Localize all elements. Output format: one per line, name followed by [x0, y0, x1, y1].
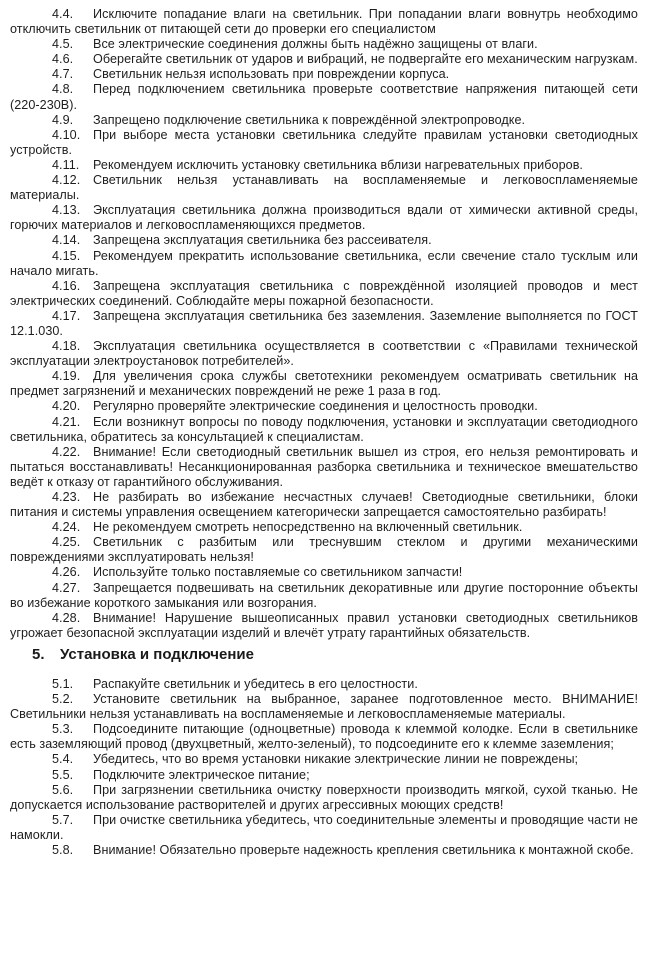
clause-number: 4.4. [52, 7, 74, 21]
clause-5-4 [10, 752, 638, 767]
clause-text: При выборе места установки светильника следуйте правилам установки светодиодных устройств. [10, 127, 638, 157]
clause-text: Исключите попадание влаги на светильник. При попадании влаги вовнутрь необходимо отключить светильник от питающей сети до проверки его специалистом [10, 7, 638, 37]
clause-number: 4.19. [52, 369, 81, 384]
clause-4-26 [10, 565, 638, 580]
clause-text: При загрязнении светильника очистку поверхности производить мягкой, сухой тканью. Не допускается использование растворителей и других агрессивных моющих средств! [10, 782, 638, 812]
clause-4-25 [10, 535, 638, 565]
section-5-number: 5. [32, 645, 45, 663]
clause-text: Запрещается подвешивать на светильник декоративные или другие посторонние объекты во избежание короткого замыкания или возгорания. [10, 580, 638, 610]
clause-5-2 [10, 692, 638, 722]
clause-4-19 [10, 369, 638, 399]
clause-text: Если возникнут вопросы по поводу подключения, установки и эксплуатации светодиодного светильника, обратитесь за консультацией к специалистам. [10, 414, 638, 444]
clause-5-3 [10, 722, 638, 752]
clause-number: 4.28. [52, 610, 81, 625]
clause-4-18 [10, 339, 638, 369]
clause-text: Распакуйте светильник и убедитесь в его целостности. [93, 676, 418, 691]
clause-text: Запрещена эксплуатация светильника с повреждённой изоляцией проводов и мест электрических соединений. Соблюдайте меры пожарной безопасности. [10, 278, 638, 308]
clause-number: 5.4. [52, 752, 74, 767]
clause-4-28 [10, 611, 638, 641]
clause-text: Запрещена эксплуатация светильника без рассеивателя. [93, 233, 432, 248]
clause-number: 5.1. [52, 676, 74, 691]
section-5-heading [32, 645, 638, 665]
clause-text: Рекомендуем исключить установку светильника вблизи нагревательных приборов. [93, 157, 583, 172]
clause-number: 5.2. [52, 692, 74, 707]
clause-4-22 [10, 445, 638, 490]
clause-number: 4.16. [52, 278, 81, 293]
clause-4-8 [10, 82, 638, 112]
clause-text: Убедитесь, что во время установки никакие электрические линии не повреждены; [93, 752, 579, 767]
clause-number: 4.23. [52, 490, 81, 504]
clause-number: 4.9. [52, 112, 74, 127]
section-5-title: Установка и подключение [60, 645, 254, 663]
clause-4-14 [10, 233, 638, 248]
clause-number: 5.5. [52, 767, 74, 782]
clause-number: 5.7. [52, 812, 74, 827]
clause-text: Рекомендуем прекратить использование светильника, если свечение стало тусклым или начало мигать. [10, 248, 638, 278]
clause-text: Подсоедините питающие (одноцветные) провода к клеммой колодке. Если в светильнике есть заземляющий провод (двухцветный, желто-зеленый), то подсоедините его к клемме заземления; [10, 722, 638, 752]
clause-text: Запрещено подключение светильника к повреждённой электропроводке. [93, 112, 526, 127]
clause-text: Не рекомендуем смотреть непосредственно на включенный светильник. [93, 520, 523, 535]
clause-number: 4.25. [52, 535, 81, 550]
clause-4-13 [10, 203, 638, 233]
clause-text: Установите светильник на выбранное, заранее подготовленное место. ВНИМАНИЕ! Светильники нельзя устанавливать на воспламеняемые и легковоспламеняемые материалы. [10, 692, 638, 722]
clause-text: Не разбирать во избежание несчастных случаев! Светодиодные светильники, блоки питания и системы управления освещением категорически запрещается самостоятельно разбирать! [10, 490, 638, 520]
clause-4-7 [10, 67, 638, 82]
section-4-safety-clauses [10, 7, 638, 641]
clause-number: 5.3. [52, 722, 74, 737]
clause-text: Внимание! Обязательно проверьте надежность крепления светильника к монтажной скобе. [93, 842, 634, 857]
clause-5-7 [10, 813, 638, 843]
clause-text: Светильник с разбитым или треснувшим стеклом и другими механическими повреждениями эксплуатировать нельзя! [10, 535, 638, 565]
clause-5-1 [10, 677, 638, 692]
clause-number: 4.12. [52, 173, 81, 188]
clause-number: 4.6. [52, 52, 74, 67]
clause-4-10 [10, 128, 638, 158]
clause-4-4 [10, 7, 638, 37]
clause-text: Подключите электрическое питание; [93, 767, 310, 782]
clause-4-16 [10, 279, 638, 309]
clause-number: 4.17. [52, 308, 81, 323]
clause-text: Внимание! Нарушение вышеописанных правил установки светодиодных светильников угрожает безопасной эксплуатации изделий и влечёт утрату гарантийных обязательств. [10, 610, 638, 640]
clause-4-17 [10, 309, 638, 339]
clause-text: Перед подключением светильника проверьте соответствие напряжения питающей сети (220-230В). [10, 82, 638, 112]
clause-number: 5.8. [52, 842, 74, 857]
clause-4-5 [10, 37, 638, 52]
clause-text: Регулярно проверяйте электрические соединения и целостность проводки. [93, 399, 538, 414]
clause-4-21 [10, 415, 638, 445]
clause-number: 4.14. [52, 233, 81, 248]
clause-number: 4.20. [52, 399, 81, 414]
clause-text: Эксплуатация светильника осуществляется в соответствии с «Правилами технической эксплуатации электроустановок потребителей». [10, 339, 638, 369]
clause-text: При очистке светильника убедитесь, что соединительные элементы и проводящие части не намокли. [10, 812, 638, 842]
clause-4-6 [10, 52, 638, 67]
clause-number: 4.26. [52, 565, 81, 580]
clause-number: 4.15. [52, 248, 81, 263]
clause-number: 4.21. [52, 414, 81, 429]
clause-5-5 [10, 768, 638, 783]
clause-number: 4.7. [52, 67, 74, 82]
clause-text: Используйте только поставляемые со светильником запчасти! [93, 565, 463, 580]
clause-text: Эксплуатация светильника должна производиться вдали от химически активной среды, горючих материалов и легковоспламеняющихся предметов. [10, 203, 638, 233]
clause-number: 4.22. [52, 444, 81, 459]
clause-4-12 [10, 173, 638, 203]
section-5-installation-clauses [10, 677, 638, 858]
clause-4-24 [10, 520, 638, 535]
clause-number: 4.8. [52, 82, 74, 97]
clause-text: Для увеличения срока службы светотехники рекомендуем осматривать светильник на предмет загрязнений и механических повреждений не реже 1 раза в год. [10, 369, 638, 399]
clause-4-15 [10, 249, 638, 279]
clause-text: Оберегайте светильник от ударов и вибраций, не подвергайте его механическим нагрузкам. [93, 52, 638, 67]
clause-4-11 [10, 158, 638, 173]
clause-text: Все электрические соединения должны быть надёжно защищены от влаги. [93, 37, 538, 52]
clause-4-9 [10, 113, 638, 128]
clause-4-23 [10, 490, 638, 520]
clause-4-27 [10, 581, 638, 611]
clause-number: 4.18. [52, 339, 81, 354]
clause-5-6 [10, 783, 638, 813]
clause-text: Светильник нельзя устанавливать на воспламеняемые и легковоспламеняемые материалы. [10, 173, 638, 203]
clause-number: 4.24. [52, 520, 81, 535]
clause-number: 4.27. [52, 580, 81, 595]
clause-number: 5.6. [52, 782, 74, 797]
clause-text: Запрещена эксплуатация светильника без заземления. Заземление выполняется по ГОСТ 12.1.030. [10, 308, 638, 338]
clause-4-20 [10, 399, 638, 414]
clause-number: 4.10. [52, 127, 81, 142]
clause-text: Светильник нельзя использовать при повреждении корпуса. [93, 67, 450, 82]
clause-5-8 [10, 843, 638, 858]
clause-text: Внимание! Если светодиодный светильник вышел из строя, его нельзя ремонтировать и пытаться восстанавливать! Несанкционированная разборка светильника и техническое вмешательство ведёт к отказу от гарантийного обслуживания. [10, 444, 638, 489]
clause-number: 4.13. [52, 203, 81, 218]
clause-number: 4.11. [52, 157, 80, 172]
clause-number: 4.5. [52, 37, 74, 52]
